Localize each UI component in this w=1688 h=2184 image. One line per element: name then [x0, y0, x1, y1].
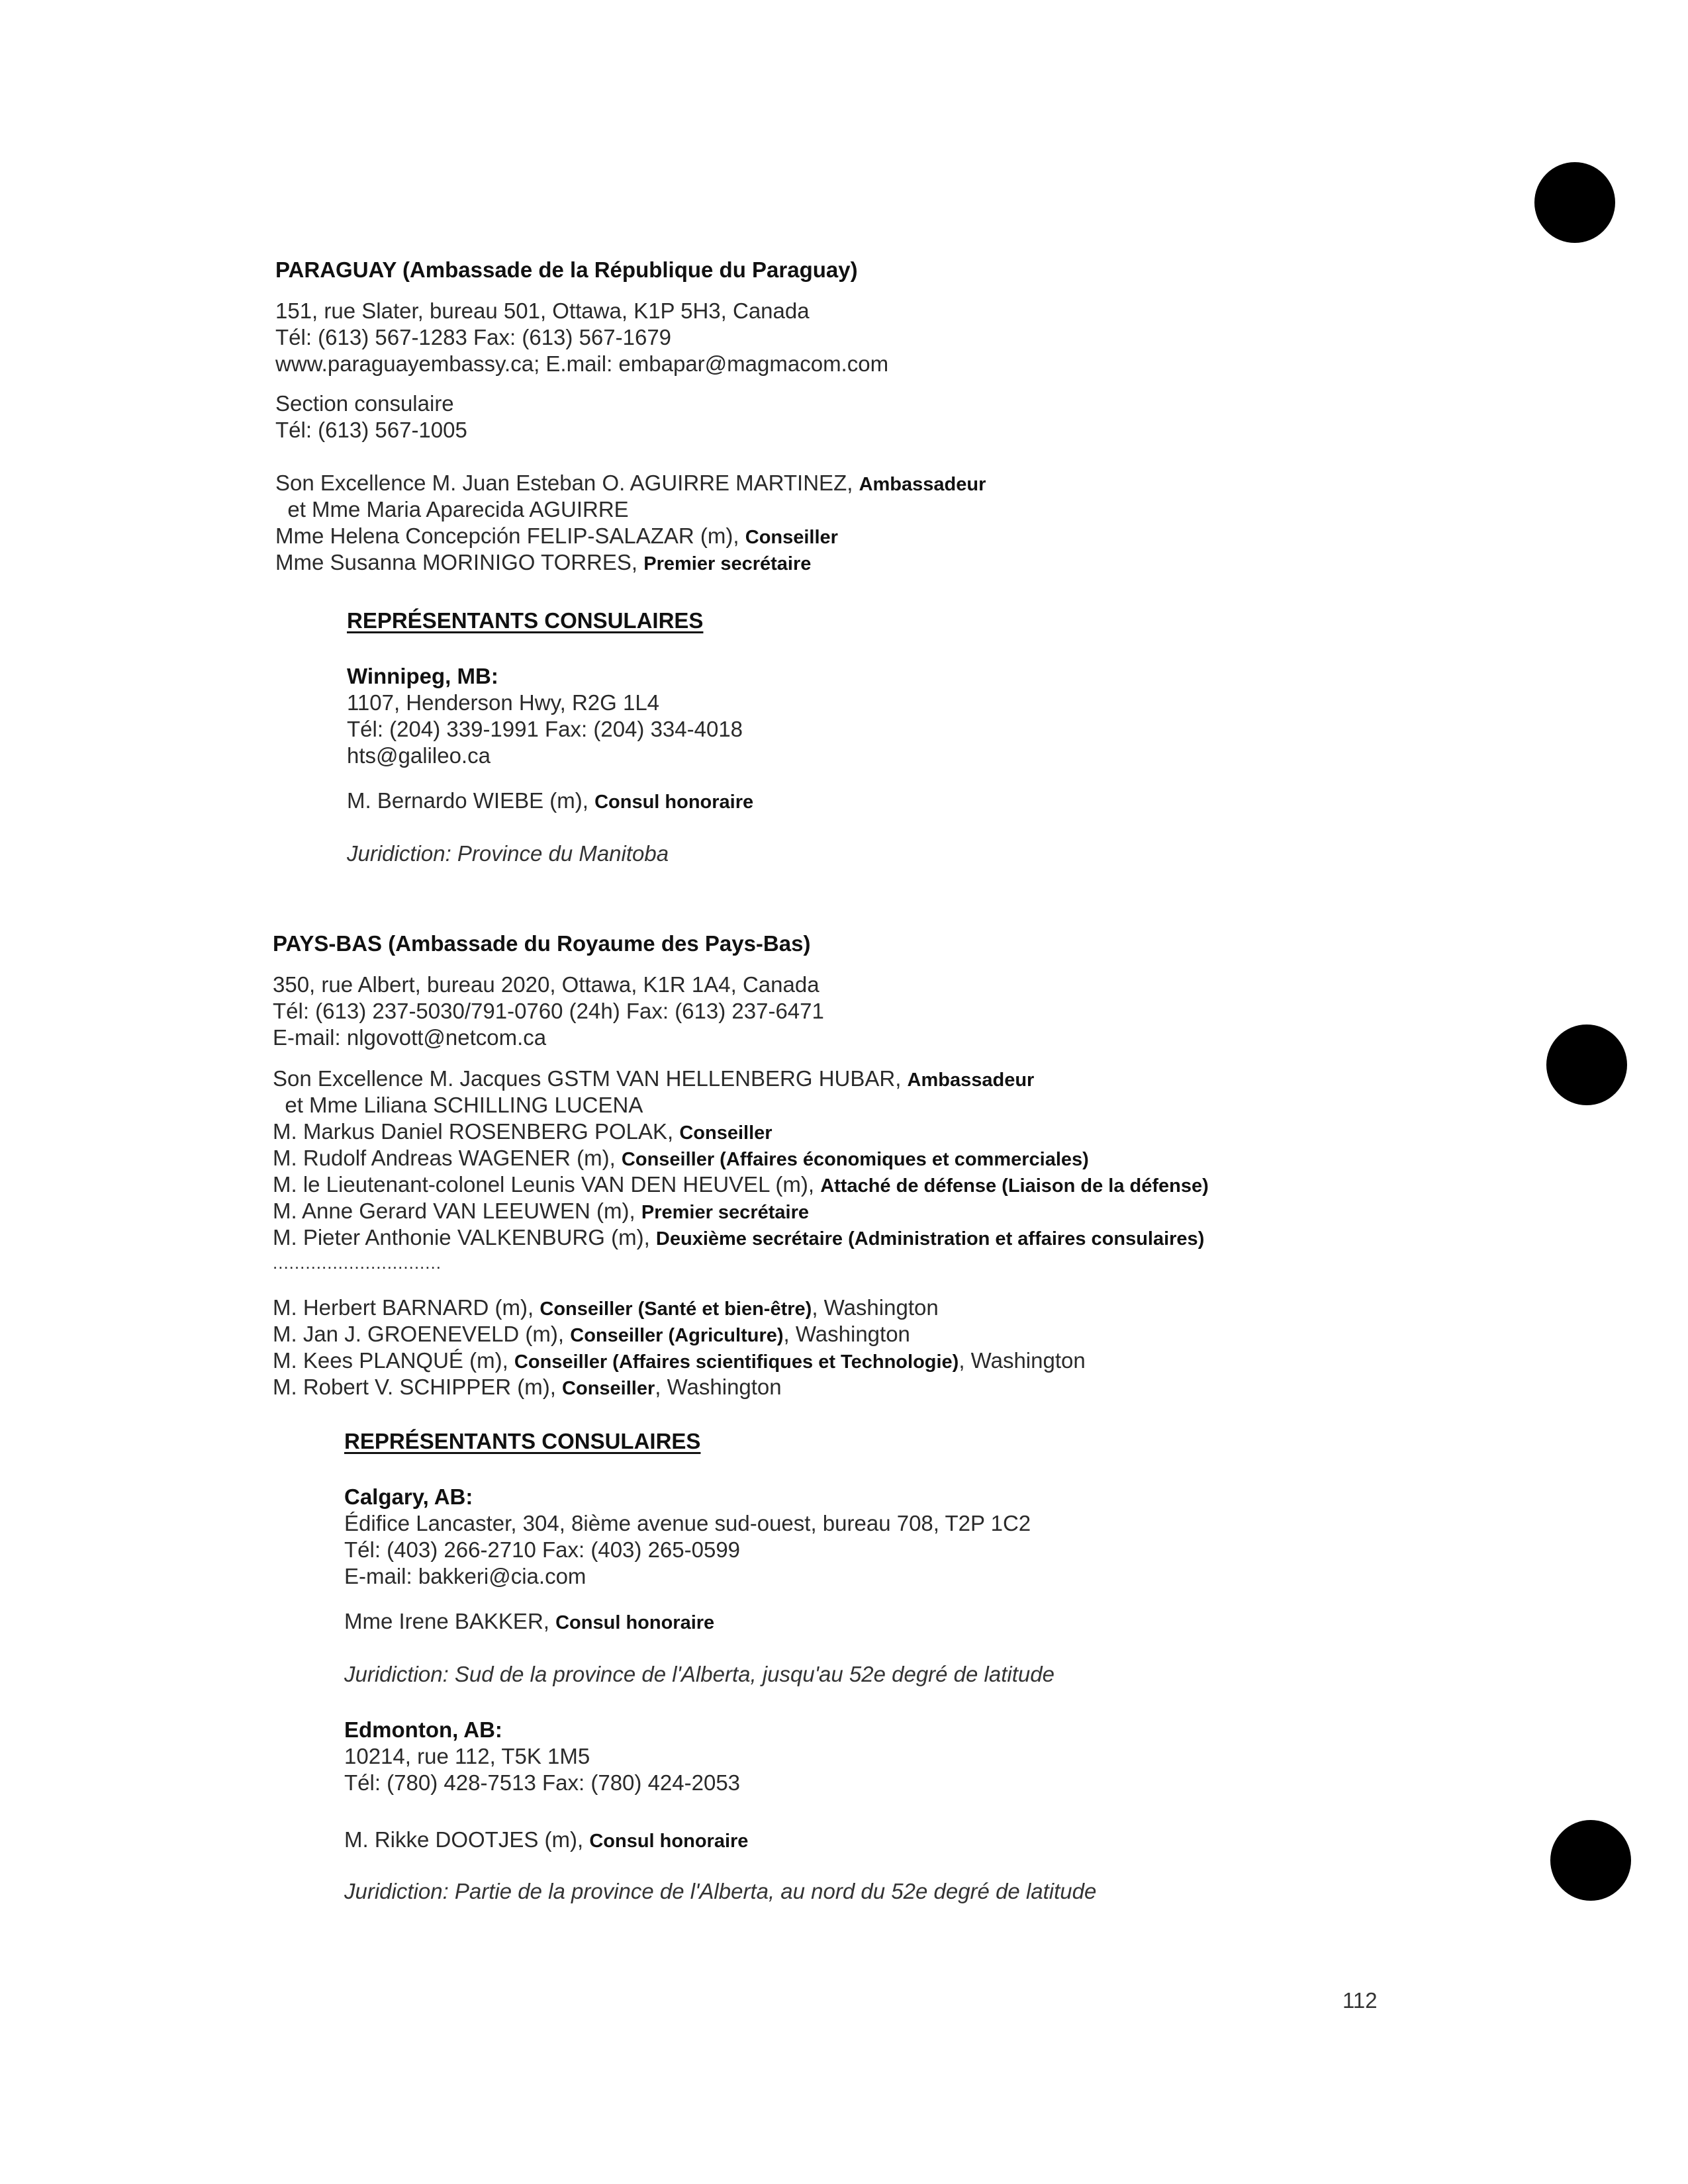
edmonton-city: Edmonton, AB:	[344, 1717, 502, 1742]
paraguay-tel: Tél: (613) 567-1283 Fax: (613) 567-1679	[275, 325, 672, 349]
staff-name: M. Markus Daniel ROSENBERG POLAK,	[273, 1119, 680, 1144]
staff-title: Conseiller (Agriculture)	[570, 1325, 784, 1346]
staff-name: et Mme Maria Aparecida AGUIRRE	[275, 497, 629, 522]
paraguay-consular-section: Section consulaire	[275, 391, 454, 416]
page-number: 112	[1342, 1988, 1378, 2013]
calgary-consul	[344, 1608, 714, 1636]
consul-name: Mme Irene BAKKER,	[344, 1609, 556, 1633]
winnipeg-address: 1107, Henderson Hwy, R2G 1L4	[347, 690, 660, 715]
calgary-email: E-mail: bakkeri@cia.com	[344, 1564, 586, 1588]
paysbas-staff-row	[273, 1066, 1034, 1093]
edmonton-jurisdiction: Juridiction: Partie de la province de l'Alberta, au nord du 52e degré de latitude	[344, 1879, 1097, 1903]
calgary-address: Édifice Lancaster, 304, 8ième avenue sud-ouest, bureau 708, T2P 1C2	[344, 1511, 1031, 1535]
paysbas-heading: PAYS-BAS (Ambassade du Royaume des Pays-Bas)	[273, 931, 811, 956]
paraguay-staff-row	[275, 470, 986, 498]
binder-hole-bottom	[1550, 1820, 1631, 1901]
staff-title: Premier secrétaire	[641, 1202, 809, 1223]
consul-title: Consul honoraire	[555, 1612, 715, 1633]
staff-title: Attaché de défense (Liaison de la défense)	[820, 1175, 1209, 1197]
staff-name: M. le Lieutenant-colonel Leunis VAN DEN HEUVEL (m),	[273, 1172, 821, 1197]
staff-name: M. Robert V. SCHIPPER (m),	[273, 1375, 563, 1399]
staff-title: Ambassadeur	[907, 1069, 1035, 1091]
paraguay-staff-row	[275, 523, 838, 551]
staff-name: M. Herbert BARNARD (m),	[273, 1295, 540, 1320]
paysbas-staff-row	[273, 1171, 1209, 1199]
paraguay-staff-row	[275, 496, 629, 523]
paysbas-staff-row	[273, 1224, 1204, 1252]
paysbas-address: 350, rue Albert, bureau 2020, Ottawa, K1R 1A4, Canada	[273, 972, 820, 997]
staff-title: Conseiller (Santé et bien-être)	[539, 1298, 812, 1320]
calgary-city: Calgary, AB:	[344, 1484, 473, 1509]
consul-name: M. Bernardo WIEBE (m),	[347, 788, 595, 813]
staff-location: , Washington	[959, 1348, 1086, 1373]
staff-name: Son Excellence M. Jacques GSTM VAN HELLENBERG HUBAR,	[273, 1066, 908, 1091]
staff-name: Mme Helena Concepción FELIP-SALAZAR (m),	[275, 523, 745, 548]
winnipeg-consul	[347, 788, 753, 815]
staff-title: Conseiller (Affaires scientifiques et Technologie)	[514, 1351, 959, 1373]
edmonton-tel: Tél: (780) 428-7513 Fax: (780) 424-2053	[344, 1770, 741, 1795]
dotted-separator: ...............................	[273, 1253, 442, 1273]
paraguay-address: 151, rue Slater, bureau 501, Ottawa, K1P 5H3, Canada	[275, 298, 810, 323]
staff-location: , Washington	[655, 1375, 782, 1399]
paysbas-staff-row	[273, 1145, 1089, 1173]
paraguay-web: www.paraguayembassy.ca; E.mail: embapar@magmacom.com	[275, 351, 889, 376]
calgary-tel: Tél: (403) 266-2710 Fax: (403) 265-0599	[344, 1537, 741, 1562]
binder-hole-middle	[1546, 1024, 1627, 1105]
winnipeg-city: Winnipeg, MB:	[347, 664, 498, 688]
winnipeg-email: hts@galileo.ca	[347, 743, 491, 768]
staff-title: Premier secrétaire	[643, 553, 812, 574]
winnipeg-jurisdiction: Juridiction: Province du Manitoba	[347, 841, 669, 866]
staff-location: , Washington	[812, 1295, 939, 1320]
paysbas-email: E-mail: nlgovott@netcom.ca	[273, 1025, 547, 1050]
staff-name: M. Pieter Anthonie VALKENBURG (m),	[273, 1225, 656, 1250]
consul-title: Consul honoraire	[589, 1831, 749, 1852]
staff-title: Deuxième secrétaire (Administration et affaires consulaires)	[655, 1228, 1205, 1250]
staff-name: et Mme Liliana SCHILLING LUCENA	[273, 1093, 643, 1117]
consul-title: Consul honoraire	[594, 792, 754, 813]
paraguay-consular-tel: Tél: (613) 567-1005	[275, 418, 467, 442]
calgary-jurisdiction: Juridiction: Sud de la province de l'Alberta, jusqu'au 52e degré de latitude	[344, 1662, 1055, 1686]
paraguay-consular-heading: REPRÉSENTANTS CONSULAIRES	[347, 608, 704, 633]
staff-title: Conseiller (Affaires économiques et commerciales)	[621, 1149, 1089, 1170]
staff-location: , Washington	[783, 1322, 910, 1346]
edmonton-consul	[344, 1827, 748, 1854]
staff-title: Conseiller	[745, 527, 838, 548]
binder-hole-top	[1534, 162, 1615, 243]
staff-name: M. Rudolf Andreas WAGENER (m),	[273, 1146, 622, 1170]
paysbas-staff-row	[273, 1092, 643, 1118]
paysbas-consular-heading: REPRÉSENTANTS CONSULAIRES	[344, 1429, 701, 1453]
edmonton-address: 10214, rue 112, T5K 1M5	[344, 1744, 590, 1768]
washington-staff-row	[273, 1347, 1086, 1375]
washington-staff-row	[273, 1321, 910, 1349]
staff-title: Ambassadeur	[859, 474, 986, 495]
winnipeg-tel: Tél: (204) 339-1991 Fax: (204) 334-4018	[347, 717, 743, 741]
staff-name: Mme Susanna MORINIGO TORRES,	[275, 550, 644, 574]
consul-name: M. Rikke DOOTJES (m),	[344, 1827, 590, 1852]
staff-title: Conseiller	[679, 1122, 773, 1144]
paysbas-staff-row	[273, 1118, 773, 1146]
paysbas-tel: Tél: (613) 237-5030/791-0760 (24h) Fax: (613) 237-6471	[273, 999, 824, 1023]
staff-name: M. Kees PLANQUÉ (m),	[273, 1348, 514, 1373]
paysbas-staff-row	[273, 1198, 809, 1226]
washington-staff-row	[273, 1374, 782, 1402]
staff-name: M. Jan J. GROENEVELD (m),	[273, 1322, 571, 1346]
staff-title: Conseiller	[562, 1378, 655, 1399]
staff-name: Son Excellence M. Juan Esteban O. AGUIRRE MARTINEZ,	[275, 471, 859, 495]
paraguay-staff-row	[275, 549, 811, 577]
washington-staff-row	[273, 1295, 939, 1322]
paraguay-heading: PARAGUAY (Ambassade de la République du Paraguay)	[275, 257, 858, 282]
staff-name: M. Anne Gerard VAN LEEUWEN (m),	[273, 1199, 641, 1223]
